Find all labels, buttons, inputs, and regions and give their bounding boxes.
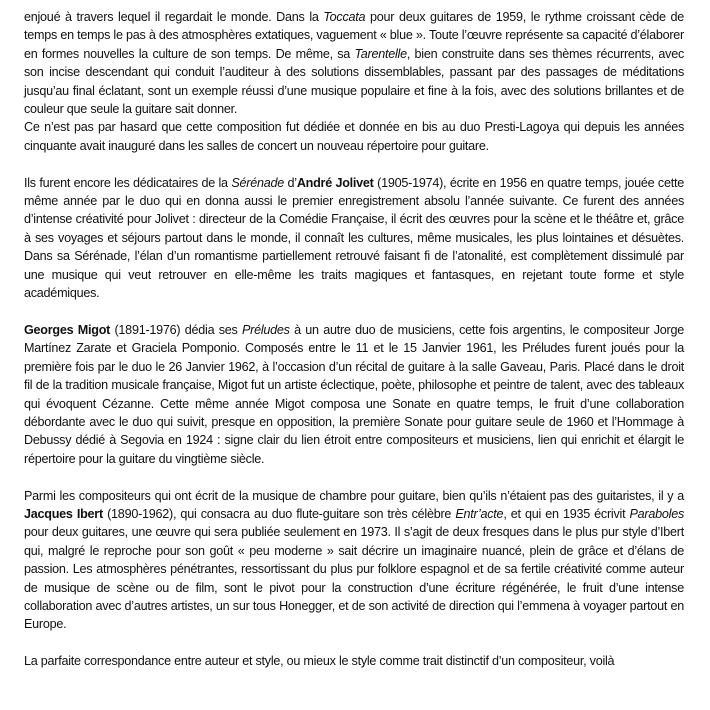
paragraph-jolivet: [24, 174, 684, 303]
text-run: , bien construite dans ses thèmes récurrents, avec son incise descendant qui conduit l’auditeur à des solutions dissemblables, passant par des passages de méditations jusqu’au final éclatant, sont un exemple réussi d’une musique populaire et fine à la fois, avec des solutions brillantes et de couleur que seule la guitare sait donner.: [24, 46, 684, 117]
work-title: Sérénade: [231, 175, 284, 190]
document-page: [24, 8, 684, 671]
text-run: La parfaite correspondance entre auteur et style, ou mieux le style comme trait distinctif d’un compositeur, voilà: [24, 654, 615, 669]
work-title: Tarentelle: [354, 46, 407, 61]
paragraph-migot: [24, 321, 684, 468]
work-title: Préludes: [242, 322, 290, 337]
text-run: (1890-1962), qui consacra au duo flute-guitare son très célèbre: [102, 506, 456, 521]
paragraph-conclusion-start: [24, 652, 684, 670]
text-run: Ce n’est pas par hasard que cette composition fut dédiée et donnée en bis au duo Presti-Lagoya qui depuis les années cinquante avait inauguré dans les salles de concert un nouveau répertoire pour guitare.: [24, 120, 684, 153]
text-run: (1891-1976) dédia ses: [110, 322, 242, 337]
text-run: à un autre duo de musiciens, cette fois argentins, le compositeur Jorge Martínez Zarate et Graciela Pomponio. Composés entre le 11 et le 15 Janvier 1961, les Préludes furent joués pour la première fois par le duo le 26 Janvier 1962, à l’occasion d’un récital de guitare à la salle Gaveau, Paris. Placé dans le droit fil de la tradition musicale française, Migot fut un artiste éclectique, poète, philosophe et peintre de talent, avec des tableaux qui évoquent Cézanne. Cette même année Migot composa une Sonate en quatre temps, le fruit d’une collaboration débordante avec le duo qui suivit, presque en opposition, la première Sonate pour guitare seule de 1960 et l’Hommage à Debussy dédié à Segovia en 1924 : signe clair du lien étroit entre compositeurs et musiciens, lien qui enrichit et élargit le répertoire pour la guitare du vingtième siècle.: [24, 322, 684, 466]
work-title: Paraboles: [629, 506, 684, 521]
composer-name: André Jolivet: [296, 175, 374, 190]
text-run: enjoué à travers lequel il regardait le monde. Dans la: [24, 10, 324, 24]
work-title: Entr’acte: [455, 506, 504, 521]
text-run: pour deux guitares de 1959, le rythme croissant cède de temps en temps le pas à des atmosphères extatiques, vaguement « blue ». Toute l’œuvre représente sa capacité d’élaborer en formes nouvelles la culture de son temps. De même, sa: [24, 10, 684, 61]
paragraph-presti-lagoya: [24, 118, 684, 155]
text-run: , et qui en 1935 écrivit: [503, 506, 630, 521]
text-run: (1905-1974), écrite en 1956 en quatre temps, jouée cette même année par le duo qui en donna aussi le premier enregistrement absolu l’année suivante. Ce furent des années d’intense créativité pour Jolivet : directeur de la Comédie Française, il écrit des œuvres pour la scène et le théâtre et, grâce à ses voyages et séjours partout dans le monde, il connaît les cultures, même musicales, les plus lointaines et désuètes. Dans sa Sérénade, l’élan d’un romantisme partiellement retrouvé faisant fi de l’atonalité, est complètement dissimulé par une musique qui veut retrouver en elle-même les traits magiques et fantasques, en rejetant toute forme et style académiques.: [24, 175, 684, 301]
text-run: Parmi les compositeurs qui ont écrit de la musique de chambre pour guitare, bien qu’ils n’étaient pas des guitaristes, il y a: [24, 488, 684, 503]
paragraph-ibert: [24, 487, 684, 634]
composer-name: Jacques Ibert: [24, 506, 103, 521]
text-run: pour deux guitares, une œuvre qui sera publiée seulement en 1973. Il s’agit de deux fresques dans le plus pur style d’Ibert qui, malgré le reproche pour son goût « peu moderne » sait décrire un imaginaire nuancé, plein de grâce et d’élans de passion. Les atmosphères pénétrantes, ressortissant du plus pur folklore espagnol et de sa fertile créativité comme auteur de musique de scène ou de film, sont le pivot pour la construction d’une écriture régénérée, le fruit d’une intense collaboration avec d’autres artistes, un sur tous Honegger, et de son activité de direction qui l’emmena à voyager partout en Europe.: [24, 525, 684, 632]
text-run: Ils furent encore les dédicataires de la: [24, 175, 232, 190]
work-title: Toccata: [323, 10, 366, 24]
text-run: d’: [283, 175, 297, 190]
composer-name: Georges Migot: [24, 322, 111, 337]
paragraph-toccata: [24, 8, 684, 118]
